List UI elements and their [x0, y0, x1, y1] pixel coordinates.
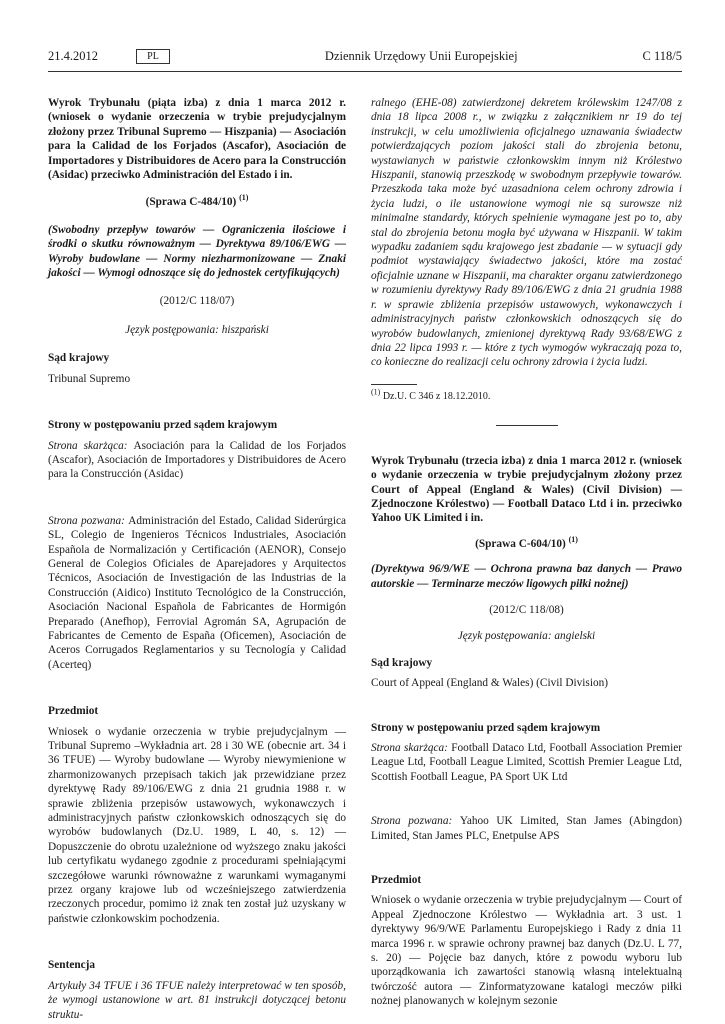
page-header [48, 46, 682, 66]
section-separator [496, 425, 558, 426]
case1-operative-part-continued: ralnego (EHE-08) zatwierdzonej dekretem królewskim 1247/08 z dnia 18 lipca 2008 r., w związku z załącznikiem nr 19 do tej instrukcji, w celu umożliwienia oficjalnego uznawania świadectw potwierdzających poziom jakości stali do zbrojenia betonu, wystawianych w państwie członkowskim innym niż Królestwo Hiszpanii, stanowią przeszkodę w swobodnym przepływie towarów. Przeszkoda taka może być uzasadniona celem ochrony zdrowia i życia ludzi, o ile ustanowione wymogi nie są surowsze niż minimalne standardy, których spełnienie wymagane jest po to, aby stal do zbrojenia betonu mogła być używana w Hiszpanii. W takim wypadku zadaniem sądu krajowego jest zbadanie — w sytuacji gdy podmiot wystawiający świadectwo jakości, które ma zostać oficjalnie uznane w Hiszpanii, ma charakter organu zatwierdzonego w rozumieniu dyrektywy Rady 89/106/EWG z dnia 21 grudnia 1988 r. w sprawie zbliżenia przepisów ustawowych, wykonawczych i administracyjnych państw członkowskich odnoszących się do wyrobów budowlanych, zmienionej dyrektywą Rady 93/68/EWG z dnia 22 lipca 1993 r. — które z tych wymogów wykraczają poza to, co konieczne do realizacji celu ochrony zdrowia i życia ludzi. [371, 97, 682, 369]
case2-defendant: Strona pozwana: Yahoo UK Limited, Stan James (Abingdon) Limited, Stan James PLC, Enetpulse APS [371, 815, 683, 842]
case1-subject-heading: Przedmiot [48, 705, 99, 718]
publication-date: 21.4.2012 [48, 48, 98, 63]
case1-footnote-mark[interactable]: (1) [239, 193, 249, 203]
case1-title: Wyrok Trybunału (piąta izba) z dnia 1 marca 2012 r. (wniosek o wydanie orzeczenia w trybie prejudycjalnym złożony przez Tribunal Supremo — Hiszpania) — Asociación para la Calidad de los Forjados (Ascafor), Asociación de Importadores y Distribuidores de Acero para la Construcción (Asidac) przeciwko Administración del Estado i in. [48, 97, 346, 182]
case2-subject-heading: Przedmiot [371, 874, 422, 887]
header-rule [48, 71, 682, 72]
case2-applicant: Strona skarżąca: Football Dataco Ltd, Football Association Premier League Ltd, Football League Limited, Scottish Premier League Ltd, Scottish Football League, PA Sport UK Ltd [371, 742, 682, 783]
case1-court: Tribunal Supremo [48, 372, 131, 385]
footnote-rule [371, 384, 417, 385]
case1-operative-heading: Sentencja [48, 959, 96, 972]
language-badge: PL [136, 49, 170, 64]
case1-applicant: Strona skarżąca: Asociación para la Calidad de los Forjados (Ascafor), Asociación de Importadores y Distribuidores de Acero para la Construcción (Asidac) [48, 439, 346, 481]
case2-case-number: (Sprawa C-604/10) $^{(1)}$ [475, 534, 578, 550]
case2-footnote-mark[interactable]: (1) [568, 534, 578, 544]
case2-oj-reference: (2012/C 118/08) [489, 603, 564, 616]
journal-title: Dziennik Urzędowy Unii Europejskiej [324, 48, 518, 63]
page-reference: C 118/5 [642, 48, 682, 63]
case1-subject: Wniosek o wydanie orzeczenia w trybie prejudycjalnym — Tribunal Supremo –Wykładnia art. 28 i 30 WE (obecnie art. 34 i 36 TFUE) — Wyroby budowlane — Wyroby niewymienione w zharmonizowanych przepisach takich jak przewidziane przez dyrektywę Rady 89/106/EWG z dnia 21 grudnia 1988 r. w sprawie zbliżenia przepisów ustawowych, wykonawczych i administracyjnych państw członkowskich odnoszących się do wyrobów budowlanych (Dz.U. 1989, L 40, s. 12) — Dopuszczenie do obrotu uzależnione od wyższego znaku jakości lub certyfikatu wydanego zgodnie z procedurami spełniającymi szczegółowe warunki równoważne z warunkami wymaganymi przez organy krajowe lub od wcześniejszego zatwierdzenia rzeczonych procedur, pomimo iż znak ten został już uzyskany w państwie członkowskim pochodzenia. [48, 725, 346, 925]
case1-oj-reference: (2012/C 118/07) [159, 295, 235, 308]
case1-footnote: $^{(1)}$ Dz.U. C 346 z 18.12.2010. [371, 387, 491, 402]
case2-language: Język postępowania: angielski [457, 630, 596, 643]
case1-court-heading: Sąd krajowy [48, 352, 110, 365]
case2-keywords: (Dyrektywa 96/9/WE — Ochrona prawna baz danych — Prawo autorskie — Terminarze meczów ligowych piłki nożnej) [371, 563, 682, 590]
case2-subject: Wniosek o wydanie orzeczenia w trybie prejudycjalnym — Court of Appeal Zjednoczone Królestwo — Wykładnia art. 3 ust. 1 dyrektywy 96/9/WE Parlamentu Europejskiego i Rady z dnia 11 marca 1996 r. w sprawie ochrony prawnej baz danych (Dz.U. L 77, s. 20) — Pojęcie baz danych, które z powodu wyboru lub uporządkowania ich zawartości stanowią własną intelektualną twórczość autora — Zinformatyzowane katalogi meczów piłki nożnej planowanych w kolejnym sezonie [371, 894, 682, 1008]
case1-case-number: (Sprawa C-484/10) $^{(1)}$ [145, 193, 249, 209]
case1-defendant: Strona pozwana: Administración del Estado, Calidad Siderúrgica SL, Colegio de Ingenieros Técnicos Industriales, Asociación Española de Normalización y Certificación (AENOR), Consejo General de Colegios Oficiales de Aparejadores y Arquitectos Técnicos, Asociación de Investigación de las Industrias de la Construcción (Aidico) Instituto Tecnológico de la Construcción, Asociación Nacional Española de Fabricantes de Hormigón Preparado (Anefhop), Ferrovial Agromán SA, Agrupación de Fabricantes de Cemento de España (Oficemen), Asociación de Aceros Corrugados Reglamentarios y su Tecnología y Calidad (Acerteq) [48, 514, 346, 671]
case2-court: Court of Appeal (England & Wales) (Civil Division) [371, 677, 609, 690]
right-column [371, 96, 682, 1009]
case1-language: Język postępowania: hiszpański [125, 323, 269, 336]
case2-court-heading: Sąd krajowy [371, 656, 433, 669]
case2-title: Wyrok Trybunału (trzecia izba) z dnia 1 marca 2012 r. (wniosek o wydanie orzeczenia w trybie prejudycjalnym złożony przez Court of Appeal (England & Wales) (Civil Division) — Zjednoczone Królestwo) — Football Dataco Ltd i in. przeciwko Yahoo UK Limited i in. [371, 454, 682, 525]
case1-keywords: (Swobodny przepływ towarów — Ograniczenia ilościowe i środki o skutku równoważnym — Dyrektywa 89/106/EWG — Wyroby budowlane — Normy niezharmonizowane — Znaki jakości — Wymogi odnoszące się do jednostek certyfikujących) [48, 223, 346, 280]
left-column [48, 96, 346, 1022]
case2-parties-heading: Strony w postępowaniu przed sądem krajowym [371, 721, 601, 734]
case1-operative-part-start: Artykuły 34 TFUE i 36 TFUE należy interpretować w ten sposób, że wymogi ustanowione w art. 81 instrukcji dotyczącej betonu struktu- [48, 979, 346, 1021]
case1-parties-heading: Strony w postępowaniu przed sądem krajowym [48, 419, 278, 432]
